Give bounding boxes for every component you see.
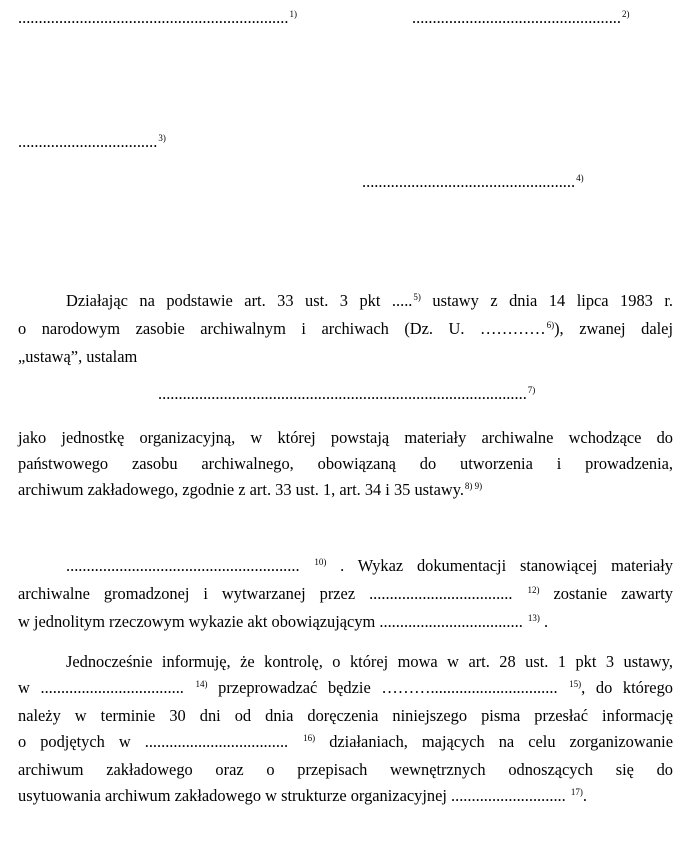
para4-line1: Jednocześnie informuję, że kontrolę, o której mowa w art. 28 ust. 1 pkt 3 ustawy,: [66, 652, 673, 671]
footnote-ref-7: 7): [527, 385, 536, 395]
para1-line1: Działając na podstawie art. 33 ust. 3 pkt .....$^{5)}$ ustawy z dnia 14 lipca 1983 r.: [66, 291, 673, 310]
para2-line1: jako jednostkę organizacyjną, w której powstają materiały archiwalne wchodzące do: [18, 428, 673, 447]
para2-line2: państwowego zasobu archiwalnego, obowiązaną do utworzenia i prowadzenia,: [18, 454, 673, 473]
footnote-ref-8-9: 8) 9): [464, 481, 483, 491]
field-4[interactable]: [362, 172, 584, 192]
paragraph-inspection: [18, 649, 673, 811]
para3-line3: w jednolitym rzeczowym wykazie akt obowiązującym ................................... $^{13)}$ .: [18, 612, 549, 631]
footnote-ref-1: 1): [289, 9, 297, 19]
para1-line2: o narodowym zasobie archiwalnym i archiwach (Dz. U. …………$^{6)}$), zwanej dalej: [18, 319, 673, 338]
footnote-ref-3: 3): [158, 133, 166, 143]
field-2[interactable]: [412, 8, 629, 28]
paragraph-legal-basis: [18, 288, 673, 370]
footnote-ref-4: 4): [576, 173, 584, 183]
para4-line2: w ................................... $^{14)}$ przeprowadzać będzie ………............................... $^{15)}$, do którego: [18, 678, 673, 697]
para4-line5: archiwum zakładowego oraz o przepisach wewnętrznych odnoszących się do: [18, 760, 673, 779]
para1-line3: „ustawą”, ustalam: [18, 347, 138, 366]
para3-line1: ......................................................... $^{10)}$ . Wykaz dokumentacji stanowiącej materiały: [66, 556, 673, 575]
para4-line6: usytuowania archiwum zakładowego w strukturze organizacyjnej ............................ $^{17)}$.: [18, 786, 587, 805]
para4-line3: należy w terminie 30 dni od dnia doręczenia niniejszego pisma przesłać informację: [18, 706, 673, 725]
footnote-ref-2: 2): [621, 9, 630, 19]
paragraph-designation: [18, 425, 673, 505]
field-1[interactable]: [18, 8, 297, 28]
field-1-dots: ..................................................................: [18, 8, 289, 27]
field-4-dots: ....................................................: [362, 172, 576, 191]
para2-line3: archiwum zakładowego, zgodnie z art. 33 ust. 1, art. 34 i 35 ustawy.$^{8) 9)}$: [18, 480, 483, 499]
field-unit-name-dots: ..........................................................................................: [158, 384, 527, 403]
para3-line2: archiwalne gromadzonej i wytwarzanej przez ................................... $^{12)}$ zostanie zawarty: [18, 584, 673, 603]
paragraph-records-list: [18, 553, 673, 637]
field-2-dots: ...................................................: [412, 8, 621, 27]
field-3[interactable]: [18, 132, 166, 152]
field-3-dots: ..................................: [18, 132, 158, 151]
field-unit-name[interactable]: [158, 384, 535, 404]
para4-line4: o podjętych w ................................... $^{16)}$ działaniach, mających na celu zorganizowanie: [18, 732, 673, 751]
